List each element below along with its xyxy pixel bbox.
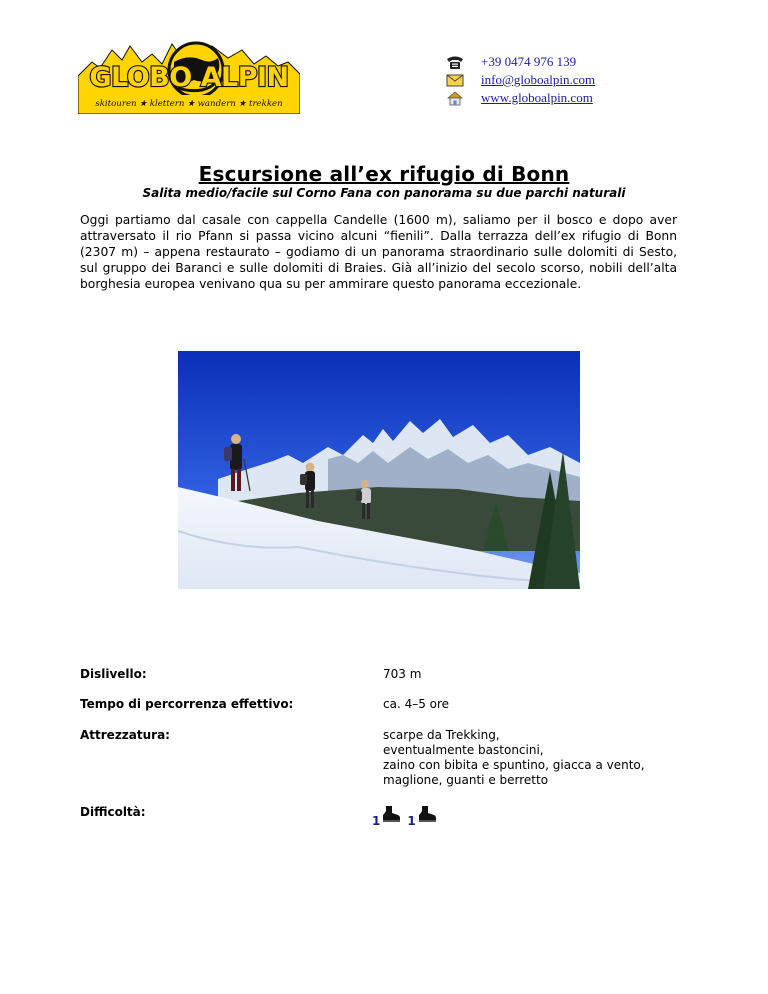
difficolta-number: 1 <box>407 814 416 828</box>
attrezzatura-item: maglione, guanti e berretto <box>383 773 549 787</box>
boot-icon <box>417 805 437 827</box>
difficolta-rating-item <box>407 805 436 827</box>
house-icon <box>446 91 464 106</box>
attrezzatura-item: zaino con bibita e spuntino, giacca a vento, <box>383 758 645 772</box>
email-icon <box>446 73 464 88</box>
tempo-value: ca. 4–5 ore <box>383 697 450 711</box>
dislivello-value: 703 m <box>383 667 422 681</box>
difficolta-rating <box>372 805 443 827</box>
attrezzatura-item: eventualmente bastoncini, <box>383 743 544 757</box>
page-subtitle: Salita medio/facile sul Corno Fana con panorama su due parchi naturali <box>142 186 626 200</box>
intro-paragraph: Oggi partiamo dal casale con cappella Candelle (1600 m), saliamo per il bosco e dopo aver attraversato il rio Pfann si passa vicino alcuni “fienili”. Dalla terrazza dell’ex rifugio di Bonn (2307 m) – appena restaurato – godiamo di un panorama straordinario sulle dolomiti di Sesto, sul gruppo dei Baranci e sulle dolomiti di Braies. Già all’inizio del secolo scorso, nobili dell’alta borghesia europea venivano qua su per ammirare questo panorama eccezionale. <box>80 213 677 291</box>
difficolta-rating-item <box>372 805 401 827</box>
tempo-label: Tempo di percorrenza effettivo: <box>80 697 294 711</box>
logo-tagline: skitouren ★ klettern ★ wandern ★ trekken <box>95 99 283 109</box>
attrezzatura-item: scarpe da Trekking, <box>383 728 500 742</box>
globo-alpin-logo <box>78 40 300 114</box>
boot-icon <box>381 805 401 827</box>
difficolta-label: Difficoltà: <box>80 805 146 819</box>
contact-phone-row <box>446 53 646 71</box>
dislivello-label: Dislivello: <box>80 667 147 681</box>
contact-phone: +39 0474 976 139 <box>481 54 577 69</box>
contact-block <box>446 53 646 107</box>
attrezzatura-label: Attrezzatura: <box>80 728 170 742</box>
phone-icon <box>446 55 464 70</box>
logo-wordmark: GLOBO ALPIN <box>89 62 289 93</box>
contact-website-row[interactable] <box>446 89 646 107</box>
page-title: Escursione all’ex rifugio di Bonn <box>198 162 570 186</box>
mountain-photo <box>178 351 580 589</box>
contact-email-row[interactable] <box>446 71 646 89</box>
contact-email-link[interactable]: info@globoalpin.com <box>481 72 596 87</box>
attrezzatura-list <box>383 728 645 788</box>
difficolta-number: 1 <box>372 814 381 828</box>
contact-website-link[interactable]: www.globoalpin.com <box>481 90 593 105</box>
